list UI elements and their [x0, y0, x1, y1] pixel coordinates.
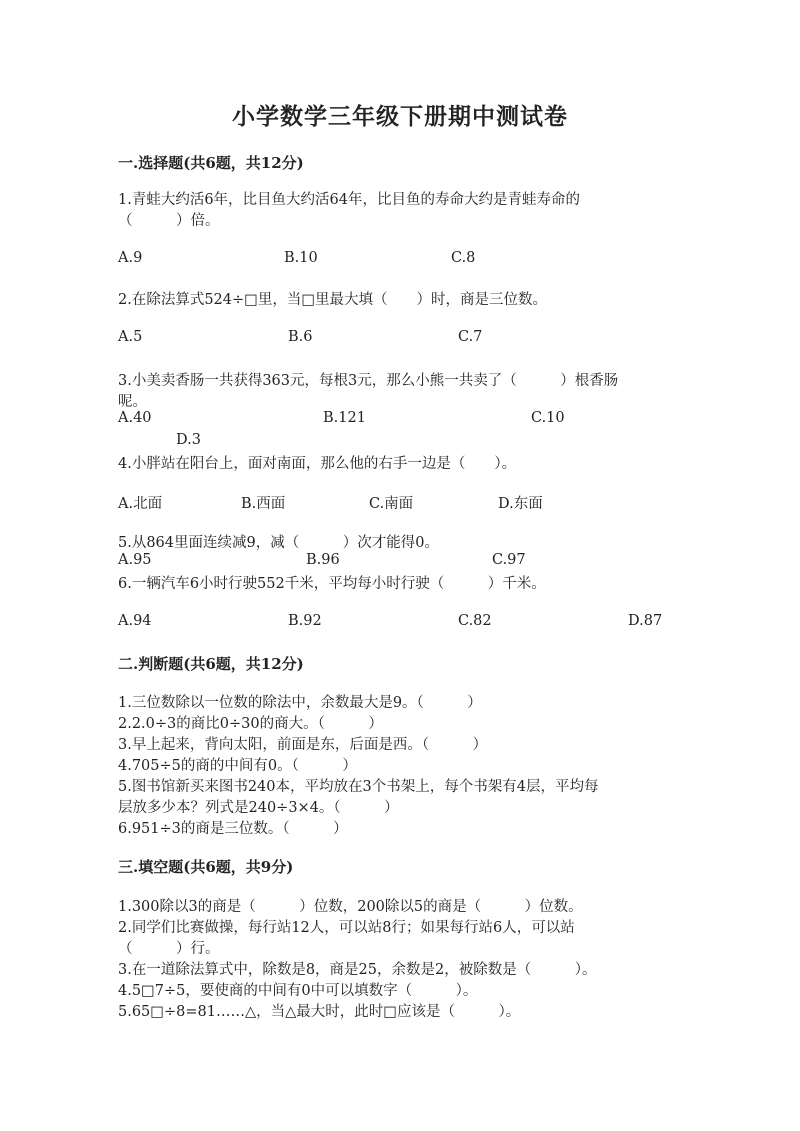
statement-text: 2.2.0÷3的商比0÷30的商大。（ ） — [118, 716, 383, 732]
question-text: 5.从864里面连续减9，减（ ）次才能得0。 — [118, 535, 439, 551]
fill-blank-text: 2.同学们比赛做操，每行站12人，可以站8行；如果每行站6人，可以站 — [118, 920, 575, 936]
section-heading-fill-blank: 三.填空题(共6题，共9分) — [118, 858, 294, 876]
option-a: A.5 — [118, 329, 143, 345]
fill-blank-text: 1.300除以3的商是（ ）位数，200除以5的商是（ ）位数。 — [118, 899, 583, 915]
option-a: A.北面 — [118, 496, 163, 512]
option-a: A.94 — [118, 613, 152, 629]
option-c: C.82 — [458, 613, 492, 629]
option-b: B.92 — [288, 613, 322, 629]
statement-text: 6.951÷3的商是三位数。（ ） — [118, 821, 348, 837]
question-text: 6.一辆汽车6小时行驶552千米，平均每小时行驶（ ）千米。 — [118, 576, 546, 592]
option-b: B.西面 — [241, 496, 286, 512]
option-b: B.10 — [284, 250, 318, 266]
question-text: 2.在除法算式524÷□里，当□里最大填（ ）时，商是三位数。 — [118, 292, 548, 308]
question-text: 1.青蛙大约活6年，比目鱼大约活64年，比目鱼的寿命大约是青蛙寿命的 — [118, 192, 581, 208]
option-b: B.121 — [323, 410, 366, 426]
option-d: D.东面 — [498, 496, 543, 512]
option-a: A.40 — [118, 410, 152, 426]
fill-blank-text: 4.5□7÷5，要使商的中间有0中可以填数字（ ）。 — [118, 983, 478, 999]
option-b: B.6 — [288, 329, 313, 345]
page-title: 小学数学三年级下册期中测试卷 — [232, 103, 568, 130]
question-text: 3.小美卖香肠一共获得363元，每根3元，那么小熊一共卖了（ ）根香肠 — [118, 373, 619, 389]
section-heading-judgement: 二.判断题(共6题，共12分) — [118, 655, 304, 673]
option-c: C.97 — [492, 552, 526, 568]
fill-blank-text: （ ）行。 — [118, 941, 220, 957]
statement-text: 3.早上起来，背向太阳，前面是东，后面是西。（ ） — [118, 737, 488, 753]
option-d: D.87 — [628, 613, 663, 629]
fill-blank-text: 3.在一道除法算式中，除数是8，商是25，余数是2，被除数是（ ）。 — [118, 962, 597, 978]
question-text: 4.小胖站在阳台上，面对南面，那么他的右手一边是（ ）。 — [118, 456, 517, 472]
option-a: A.9 — [118, 250, 143, 266]
statement-text: 4.705÷5的商的中间有0。（ ） — [118, 758, 357, 774]
section-heading-choice: 一.选择题(共6题，共12分) — [118, 154, 304, 172]
statement-text: 1.三位数除以一位数的除法中，余数最大是9。（ ） — [118, 695, 482, 711]
fill-blank-text: 5.65□÷8=81……△，当△最大时，此时□应该是（ ）。 — [118, 1004, 521, 1020]
question-text: （ ）倍。 — [118, 213, 220, 229]
statement-text: 层放多少本？列式是240÷3×4。（ ） — [118, 800, 399, 816]
option-d: D.3 — [176, 432, 201, 448]
option-c: C.8 — [451, 250, 476, 266]
question-text: 呢。 — [118, 394, 147, 410]
option-c: C.7 — [458, 329, 483, 345]
statement-text: 5.图书馆新买来图书240本，平均放在3个书架上，每个书架有4层，平均每 — [118, 779, 599, 795]
option-b: B.96 — [306, 552, 340, 568]
option-c: C.南面 — [369, 496, 414, 512]
option-c: C.10 — [531, 410, 565, 426]
option-a: A.95 — [118, 552, 152, 568]
